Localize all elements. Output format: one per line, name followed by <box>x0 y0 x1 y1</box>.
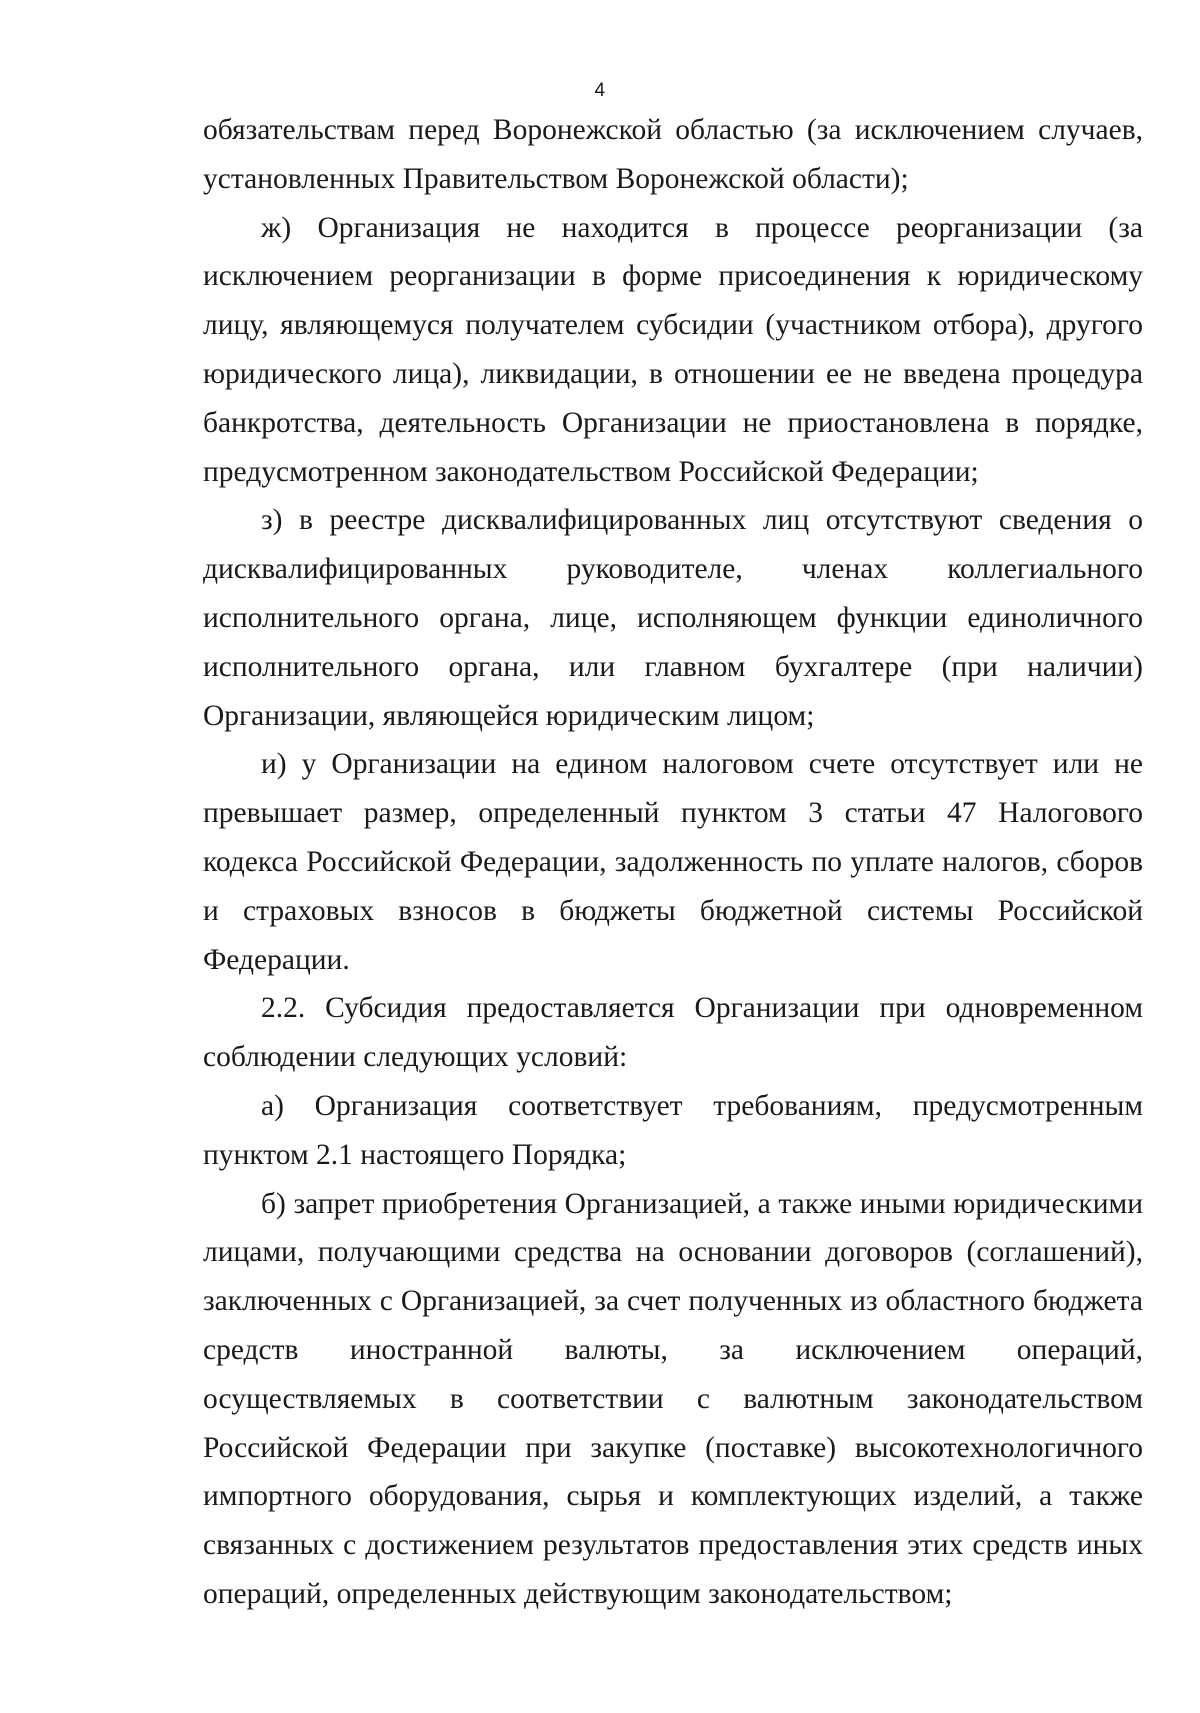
paragraph-item-i: и) у Организации на едином налоговом счете отсутствует или не превышает размер, определенный пунктом 3 статьи 47 Налогового кодекса Российской Федерации, задолженность по уплате налогов, сборов и страховых взносов в бюджеты бюджетной системы Российской Федерации. <box>203 748 1143 976</box>
document-body <box>203 106 1143 1619</box>
paragraph-item-a: а) Организация соответствует требованиям, предусмотренным пунктом 2.1 настоящего Порядка; <box>203 1089 1143 1171</box>
paragraph-section-2-2: 2.2. Субсидия предоставляется Организации при одновременном соблюдении следующих условий: <box>203 992 1143 1074</box>
page-number: 4 <box>594 80 606 101</box>
paragraph-continuation: обязательствам перед Воронежской областью (за исключением случаев, установленных Правительством Воронежской области); <box>203 114 1143 195</box>
paragraph-item-z: з) в реестре дисквалифицированных лиц отсутствуют сведения о дисквалифицированных руководителе, членах коллегиального исполнительного органа, лице, исполняющем функции единоличного исполнительного органа, или главном бухгалтере (при наличии) Организации, являющейся юридическим лицом; <box>203 504 1143 732</box>
paragraph-item-b: б) запрет приобретения Организацией, а также иными юридическими лицами, получающими средства на основании договоров (соглашений), заключенных с Организацией, за счет полученных из областного бюджета средств иностранной валюты, за исключением операций, осуществляемых в соответствии с валютным законодательством Российской Федерации при закупке (поставке) высокотехнологичного импортного оборудования, сырья и комплектующих изделий, а также связанных с достижением результатов предоставления этих средств иных операций, определенных действующим законодательством; <box>203 1187 1143 1610</box>
paragraph-item-zh: ж) Организация не находится в процессе реорганизации (за исключением реорганизации в форме присоединения к юридическому лицу, являющемуся получателем субсидии (участником отбора), другого юридического лица), ликвидации, в отношении ее не введена процедура банкротства, деятельность Организации не приостановлена в порядке, предусмотренном законодательством Российской Федерации; <box>203 211 1143 488</box>
